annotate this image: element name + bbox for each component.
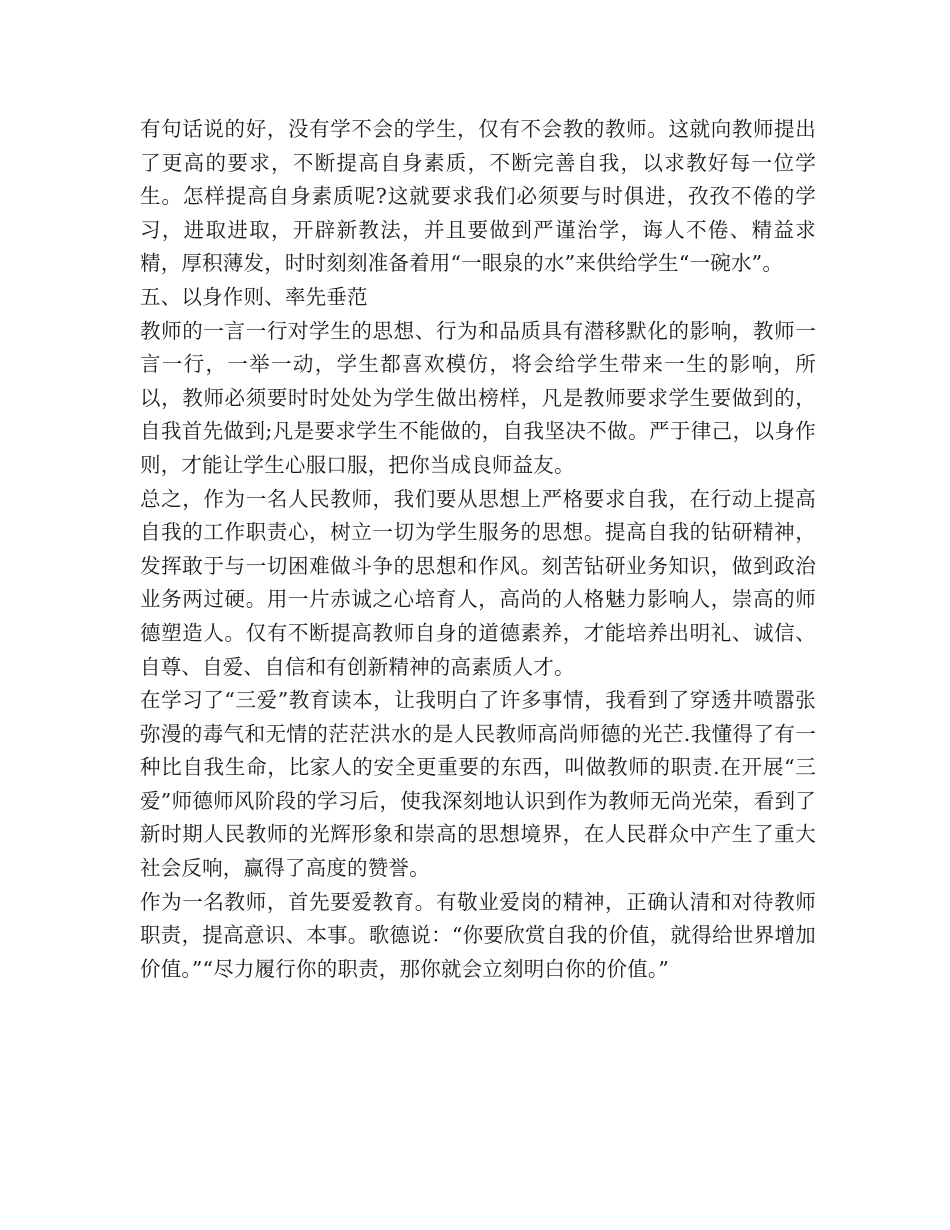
paragraph-role-model: 教师的一言一行对学生的思想、行为和品质具有潜移默化的影响，教师一言一行，一举一动，学生都喜欢模仿，将会给学生带来一生的影响，所以，教师必须要时时处处为学生做出榜样，凡是教师要求学生要做到的，自我首先做到;凡是要求学生不能做的，自我坚决不做。严于律己，以身作则，才能让学生心服口服，把你当成良师益友。 xyxy=(140,318,816,477)
paragraph-love-education: 作为一名教师，首先要爱教育。有敬业爱岗的精神，正确认清和对待教师职责，提高意识、本事。歌德说：“你要欣赏自我的价值，就得给世界增加价值。”“尽力履行你的职责，那你就会立刻明白你的价值。” xyxy=(140,889,816,981)
document-body xyxy=(140,113,816,986)
paragraph-self-improvement: 有句话说的好，没有学不会的学生，仅有不会教的教师。这就向教师提出了更高的要求，不断提高自身素质，不断完善自我，以求教好每一位学生。怎样提高自身素质呢?这就要求我们必须要与时俱进，孜孜不倦的学习，进取进取，开辟新教法，并且要做到严谨治学，诲人不倦、精益求精，厚积薄发，时时刻刻准备着用“一眼泉的水”来供给学生“一碗水”。 xyxy=(140,117,816,276)
section-heading-lead-by-example: 五、以身作则、率先垂范 xyxy=(140,284,368,309)
paragraph-three-loves-study: 在学习了“三爱”教育读本，让我明白了许多事情，我看到了穿透井喷嚣张弥漫的毒气和无情的茫茫洪水的是人民教师高尚师德的光芒.我懂得了有一种比自我生命，比家人的安全更重要的东西，叫做教师的职责.在开展“三爱”师德师风阶段的学习后，使我深刻地认识到作为教师无尚光荣，看到了新时期人民教师的光辉形象和崇高的思想境界，在人民群众中产生了重大社会反响，赢得了高度的赞誉。 xyxy=(140,688,816,881)
paragraph-conclusion: 总之，作为一名人民教师，我们要从思想上严格要求自我，在行动上提高自我的工作职责心，树立一切为学生服务的思想。提高自我的钻研精神，发挥敢于与一切困难做斗争的思想和作风。刻苦钻研业务知识，做到政治业务两过硬。用一片赤诚之心培育人，高尚的人格魅力影响人，崇高的师德塑造人。仅有不断提高教师自身的道德素养，才能培养出明礼、诚信、自尊、自爱、自信和有创新精神的高素质人才。 xyxy=(140,486,816,679)
